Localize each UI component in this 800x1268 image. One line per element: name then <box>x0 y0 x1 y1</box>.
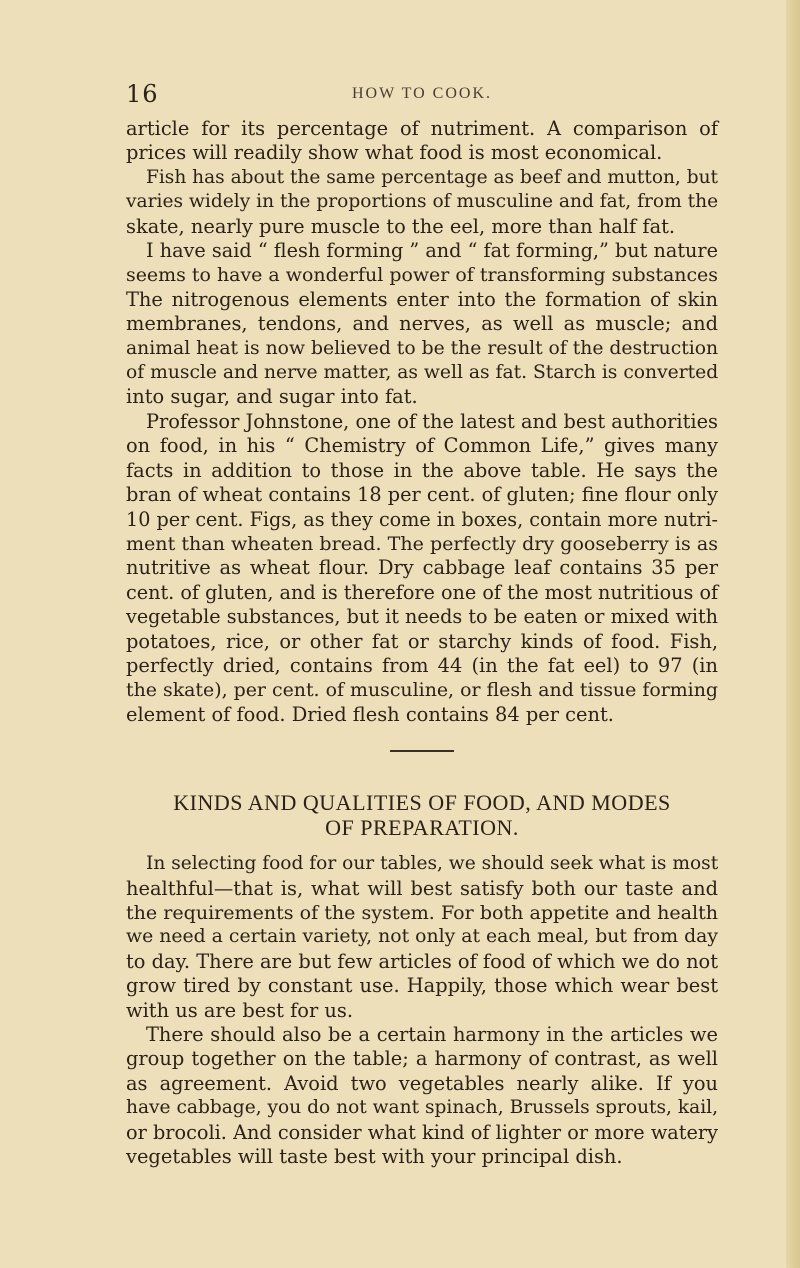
text-line: I have said “ flesh forming ” and “ fat forming,” but nature <box>146 239 718 263</box>
text-line: the skate), per cent. of musculine, or flesh and tissue forming <box>126 679 718 702</box>
text-line: potatoes, rice, or other fat or starchy kinds of food. Fish, <box>126 629 718 653</box>
text-line: prices will readily show what food is most economical. <box>126 141 663 165</box>
paragraph-5 <box>126 852 718 1023</box>
text-line: In selecting food for our tables, we should seek what is most <box>146 853 719 875</box>
text-line: nutritive as wheat flour. Dry cabbage leaf contains 35 per <box>126 556 718 580</box>
text-line: facts in addition to those in the above table. He says the <box>126 458 718 482</box>
text-line: group together on the table; a harmony of contrast, as well <box>126 1047 718 1071</box>
text-line: Fish has about the same percentage as beef and mutton, but <box>146 166 718 188</box>
text-line: of muscle and nerve matter, as well as fat. Starch is converted <box>126 362 719 384</box>
page-edge <box>786 0 800 1268</box>
text-line: animal heat is now believed to be the result of the destruction <box>126 337 719 359</box>
text-line: we need a certain variety, not only at each meal, but from day <box>126 926 718 948</box>
section-heading <box>126 790 718 840</box>
text-line: healthful—that is, what will best satisfy both our taste and <box>126 876 718 900</box>
section-divider <box>390 750 454 752</box>
text-line: vegetable substances, but it needs to be eaten or mixed with <box>126 605 718 629</box>
text-line: grow tired by constant use. Happily, those which wear best <box>126 974 718 998</box>
running-head: HOW TO COOK. <box>351 85 492 102</box>
text-line: perfectly dried, contains from 44 (in the fat eel) to 97 (in <box>126 653 718 677</box>
text-line: element of food. Dried flesh contains 84 per cent. <box>126 702 614 726</box>
text-line: to day. There are but few articles of food of which we do not <box>126 949 718 973</box>
text-line: Professor Johnstone, one of the latest and best authorities <box>146 409 718 433</box>
section-heading-line-2: OF PREPARATION. <box>325 815 519 841</box>
paragraph-1 <box>126 117 718 166</box>
text-line: membranes, tendons, and nerves, as well as muscle; and <box>126 312 718 336</box>
page-body <box>126 117 718 1169</box>
page-number: 16 <box>126 80 159 108</box>
text-line: vegetables will taste best with your principal dish. <box>126 1145 623 1169</box>
text-line: into sugar, and sugar into fat. <box>126 385 418 409</box>
text-line: have cabbage, you do not want spinach, Brussels sprouts, kail, <box>126 1097 718 1119</box>
text-line: ment than wheaten bread. The perfectly dry gooseberry is as <box>126 532 718 555</box>
text-line: seems to have a wonderful power of transforming substances <box>126 264 718 287</box>
text-line: bran of wheat contains 18 per cent. of gluten; fine flour only <box>126 483 718 507</box>
text-line: skate, nearly pure muscle to the eel, more than half fat. <box>126 214 676 238</box>
text-line: The nitrogenous elements enter into the formation of skin <box>126 287 718 311</box>
text-line: varies widely in the proportions of musculine and fat, from the <box>126 191 719 213</box>
text-line: article for its percentage of nutriment. A comparison of <box>126 117 718 140</box>
text-line: There should also be a certain harmony in the articles we <box>146 1023 718 1046</box>
text-line: with us are best for us. <box>126 998 353 1022</box>
text-line: the requirements of the system. For both appetite and health <box>126 901 718 924</box>
text-line: cent. of gluten, and is therefore one of the most nutritious of <box>126 580 719 604</box>
paragraph-4 <box>126 410 718 727</box>
text-line: 10 per cent. Figs, as they come in boxes, contain more nutri- <box>126 507 718 531</box>
text-line: or brocoli. And consider what kind of lighter or more watery <box>126 1120 718 1144</box>
paragraph-6 <box>126 1023 718 1169</box>
section-heading-line-1: KINDS AND QUALITIES OF FOOD, AND MODES <box>173 790 671 816</box>
page-header <box>126 80 718 110</box>
text-line: on food, in his “ Chemistry of Common Life,” gives many <box>126 434 718 458</box>
paragraph-3 <box>126 239 718 410</box>
paragraph-2 <box>126 166 718 239</box>
text-line: as agreement. Avoid two vegetables nearly alike. If you <box>126 1071 718 1095</box>
